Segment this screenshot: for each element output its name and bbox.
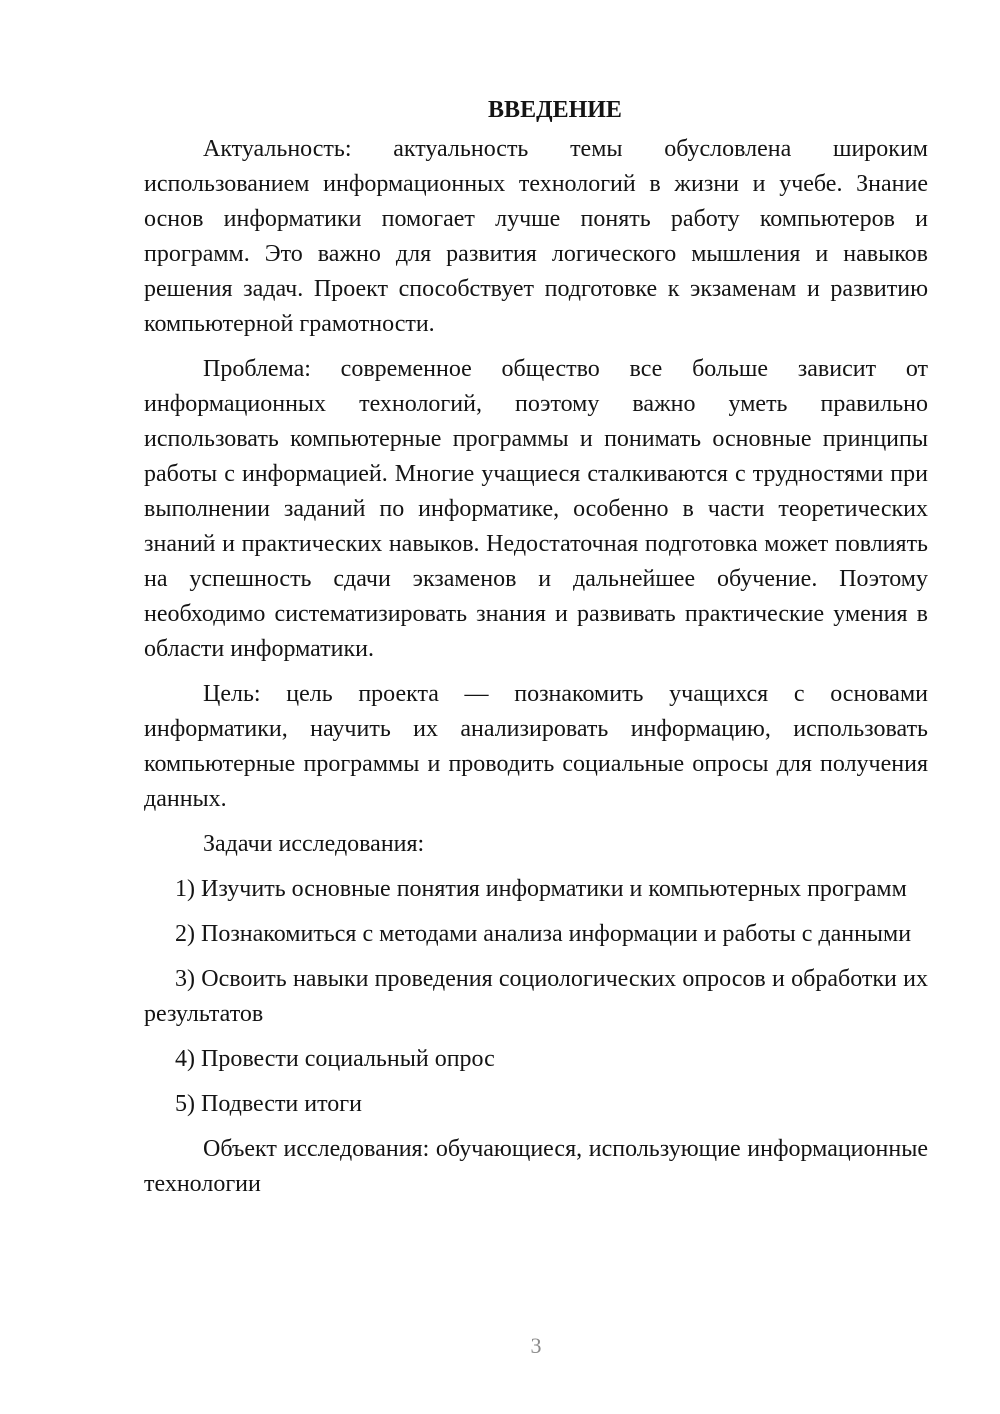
task-item: 1) Изучить основные понятия информатики и компьютерных программ <box>175 876 907 902</box>
task-item: 5) Подвести итоги <box>175 1091 362 1117</box>
relevance-paragraph: Актуальность: актуальность темы обусловлена широким использованием информационных технологий в жизни и учебе. Знание основ информатики помогает лучше понять работу компьютеров и программ. Это важно для развития логического мышления и навыков решения задач. Проект способствует подготовке к экзаменам и развитию компьютерной грамотности. <box>144 136 928 337</box>
document-body <box>144 92 928 1202</box>
problem-paragraph: Проблема: современное общество все больше зависит от информационных технологий, поэтому важно уметь правильно использовать компьютерные программы и понимать основные принципы работы с информацией. Многие учащиеся сталкиваются с трудностями при выполнении заданий по информатике, особенно в части теоретических знаний и практических навыков. Недостаточная подготовка может повлиять на успешность сдачи экзаменов и дальнейшее обучение. Поэтому необходимо систематизировать знания и развивать практические умения в области информатики. <box>144 356 928 662</box>
task-item: 2) Познакомиться с методами анализа информации и работы с данными <box>175 921 912 947</box>
section-heading: ВВЕДЕНИЕ <box>488 97 622 123</box>
task-item: 3) Освоить навыки проведения социологических опросов и обработки их результатов <box>144 966 928 1027</box>
task-item: 4) Провести социальный опрос <box>175 1046 495 1072</box>
object-paragraph: Объект исследования: обучающиеся, использующие информационные технологии <box>144 1136 928 1197</box>
page-number: 3 <box>530 1333 542 1358</box>
tasks-list <box>144 872 928 1122</box>
tasks-title: Задачи исследования: <box>203 831 425 857</box>
goal-paragraph: Цель: цель проекта — познакомить учащихся с основами информатики, научить их анализировать информацию, использовать компьютерные программы и проводить социальные опросы для получения данных. <box>144 681 928 812</box>
